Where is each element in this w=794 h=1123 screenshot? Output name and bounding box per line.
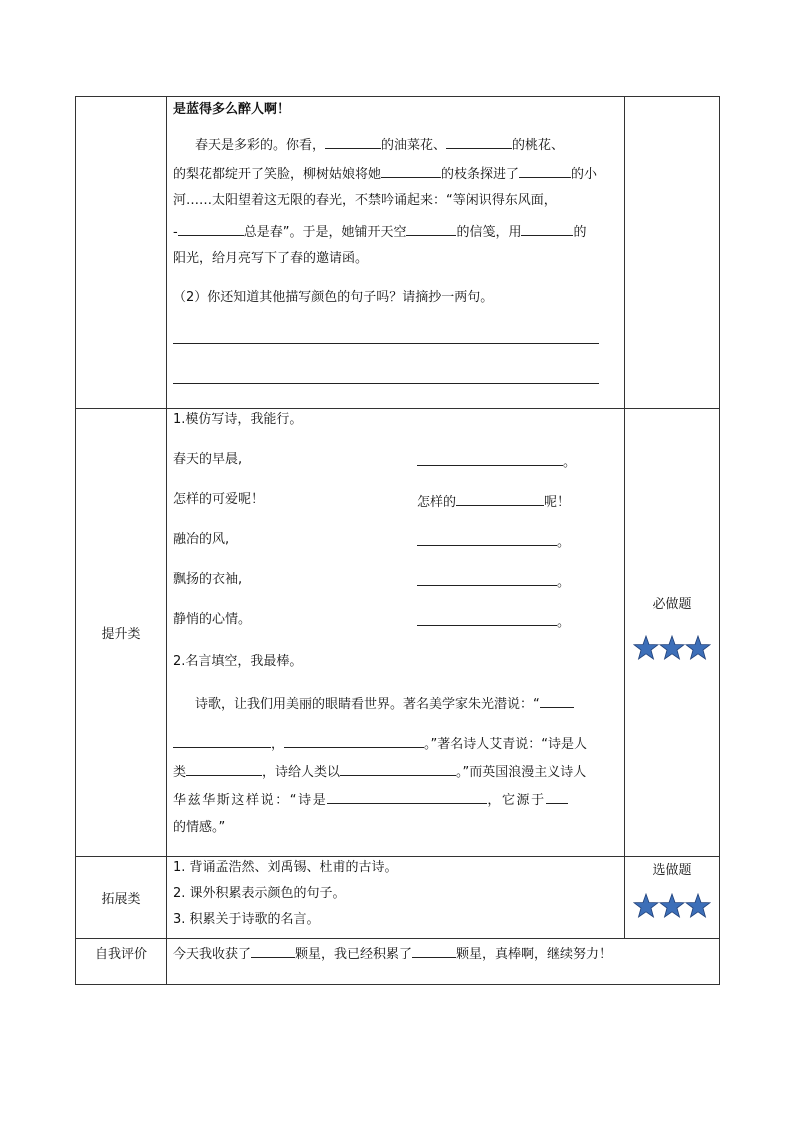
extend-item-1: 1. 背诵孟浩然、刘禹锡、杜甫的古诗。 <box>173 860 398 875</box>
blank-field[interactable] <box>325 134 381 149</box>
blank-field[interactable] <box>284 733 424 748</box>
reading-para-line-3: 河……太阳望着这无限的春光，不禁吟诵起来：“等闲识得东风面， <box>173 193 557 208</box>
required-tag: 必做题 <box>652 597 692 612</box>
text-fragment: 的桃花、 <box>512 138 565 153</box>
text-fragment: 的小 <box>571 167 598 182</box>
text-fragment: 。 <box>557 575 571 590</box>
text-fragment: 。 <box>557 535 571 550</box>
self-eval-text <box>173 943 612 964</box>
poem-left-5: 静悄的心情。 <box>173 612 252 627</box>
text-fragment: 总是春”。于是，她铺开天空 <box>243 225 407 240</box>
text-fragment: - <box>173 225 178 240</box>
poem-left-4: 飘扬的衣袖, <box>173 572 243 587</box>
quote-line-2 <box>173 733 587 754</box>
reading-line-1: 是蓝得多么醉人啊！ <box>173 102 291 117</box>
text-fragment: 怎样的 <box>417 495 457 510</box>
question-2: （2）你还知道其他描写颜色的句子吗？请摘抄一两句。 <box>173 290 494 305</box>
text-fragment: 。”而英国浪漫主义诗人 <box>456 765 587 780</box>
quote-line-3 <box>173 761 586 782</box>
text-fragment: ， <box>271 737 285 752</box>
poem-right-2 <box>417 491 570 512</box>
text-fragment: 华兹华斯这样说：“诗是 <box>173 793 328 808</box>
text-fragment: 的油菜花、 <box>381 138 447 153</box>
star-icon <box>633 893 711 919</box>
advance-row <box>76 409 720 857</box>
star-rating <box>625 635 719 665</box>
blank-field[interactable] <box>546 789 568 804</box>
text-fragment: 诗歌，让我们用美丽的眼睛看世界。著名美学家朱光潜说：“ <box>195 697 540 712</box>
quote-line-5: 的情感。” <box>173 820 226 835</box>
blank-field[interactable] <box>251 943 295 958</box>
poem-right-3 <box>417 531 570 552</box>
reading-para-line-2 <box>173 163 597 184</box>
blank-field[interactable] <box>417 531 557 546</box>
poem-left-2: 怎样的可爱呢！ <box>173 492 265 507</box>
text-fragment: 呢！ <box>544 495 571 510</box>
reading-tag-cell <box>625 97 720 409</box>
blank-field[interactable] <box>417 451 563 466</box>
poem-right-4 <box>417 571 570 592</box>
text-fragment: 类 <box>173 765 187 780</box>
reading-para-line-5: 阳光，给月亮写下了春的邀请函。 <box>173 251 369 266</box>
text-fragment: ，诗给人类以 <box>262 765 341 780</box>
text-fragment: 。”著名诗人艾青说：“诗是人 <box>424 737 587 752</box>
blank-field[interactable] <box>540 693 574 708</box>
poem-left-3: 融冶的风, <box>173 532 230 547</box>
extend-item-2: 2. 课外积累表示颜色的句子。 <box>173 886 346 901</box>
blank-field[interactable] <box>456 491 544 506</box>
answer-line-1[interactable] <box>173 343 599 344</box>
quote-line-1 <box>195 693 574 714</box>
advance-category: 提升类 <box>76 409 167 857</box>
reading-category-cell <box>76 97 167 409</box>
extend-row <box>76 857 720 939</box>
blank-field[interactable] <box>173 733 271 748</box>
reading-para-line-4 <box>173 221 586 242</box>
text-fragment: 今天我收获了 <box>173 947 252 962</box>
extend-tag-cell <box>625 857 720 939</box>
blank-field[interactable] <box>519 163 571 178</box>
text-fragment: 的 <box>573 225 587 240</box>
poem-right-1 <box>417 451 576 472</box>
blank-field[interactable] <box>178 221 244 236</box>
task-1-title: 1.模仿写诗，我能行。 <box>173 412 303 427</box>
poem-right-5 <box>417 611 570 632</box>
extend-item-3: 3. 积累关于诗歌的名言。 <box>173 912 320 927</box>
extend-category: 拓展类 <box>76 857 167 939</box>
text-fragment: 的枝条探进了 <box>441 167 520 182</box>
text-fragment: 。 <box>557 615 571 630</box>
blank-field[interactable] <box>186 761 262 776</box>
worksheet-table <box>75 96 720 985</box>
optional-tag: 选做题 <box>652 863 692 878</box>
blank-field[interactable] <box>327 789 487 804</box>
reading-row <box>76 97 720 409</box>
self-eval-category: 自我评价 <box>76 939 167 985</box>
answer-line-2[interactable] <box>173 383 599 384</box>
text-fragment: 的信笺，用 <box>456 225 522 240</box>
blank-field[interactable] <box>446 134 512 149</box>
self-eval-content <box>167 939 720 985</box>
poem-left-1: 春天的早晨, <box>173 452 243 467</box>
blank-field[interactable] <box>521 221 573 236</box>
reading-content <box>167 97 625 409</box>
text-fragment: 的梨花都绽开了笑脸，柳树姑娘将她 <box>173 167 382 182</box>
star-rating <box>625 893 719 923</box>
blank-field[interactable] <box>417 611 557 626</box>
extend-content <box>167 857 625 939</box>
text-fragment: 颗星，我已经积累了 <box>295 947 413 962</box>
text-fragment: ，它源于 <box>487 793 546 808</box>
star-icon <box>633 635 711 661</box>
reading-para-line-1 <box>195 134 564 155</box>
quote-line-4 <box>173 789 568 810</box>
advance-tag-cell <box>625 409 720 857</box>
blank-field[interactable] <box>381 163 441 178</box>
blank-field[interactable] <box>340 761 456 776</box>
blank-field[interactable] <box>406 221 456 236</box>
text-fragment: 颗星，真棒啊，继续努力！ <box>456 947 613 962</box>
advance-content <box>167 409 625 857</box>
blank-field[interactable] <box>412 943 456 958</box>
text-fragment: 春天是多彩的。你看， <box>195 138 326 153</box>
text-fragment: 。 <box>563 455 577 470</box>
blank-field[interactable] <box>417 571 557 586</box>
self-eval-row <box>76 939 720 985</box>
task-2-title: 2.名言填空，我最棒。 <box>173 654 303 669</box>
